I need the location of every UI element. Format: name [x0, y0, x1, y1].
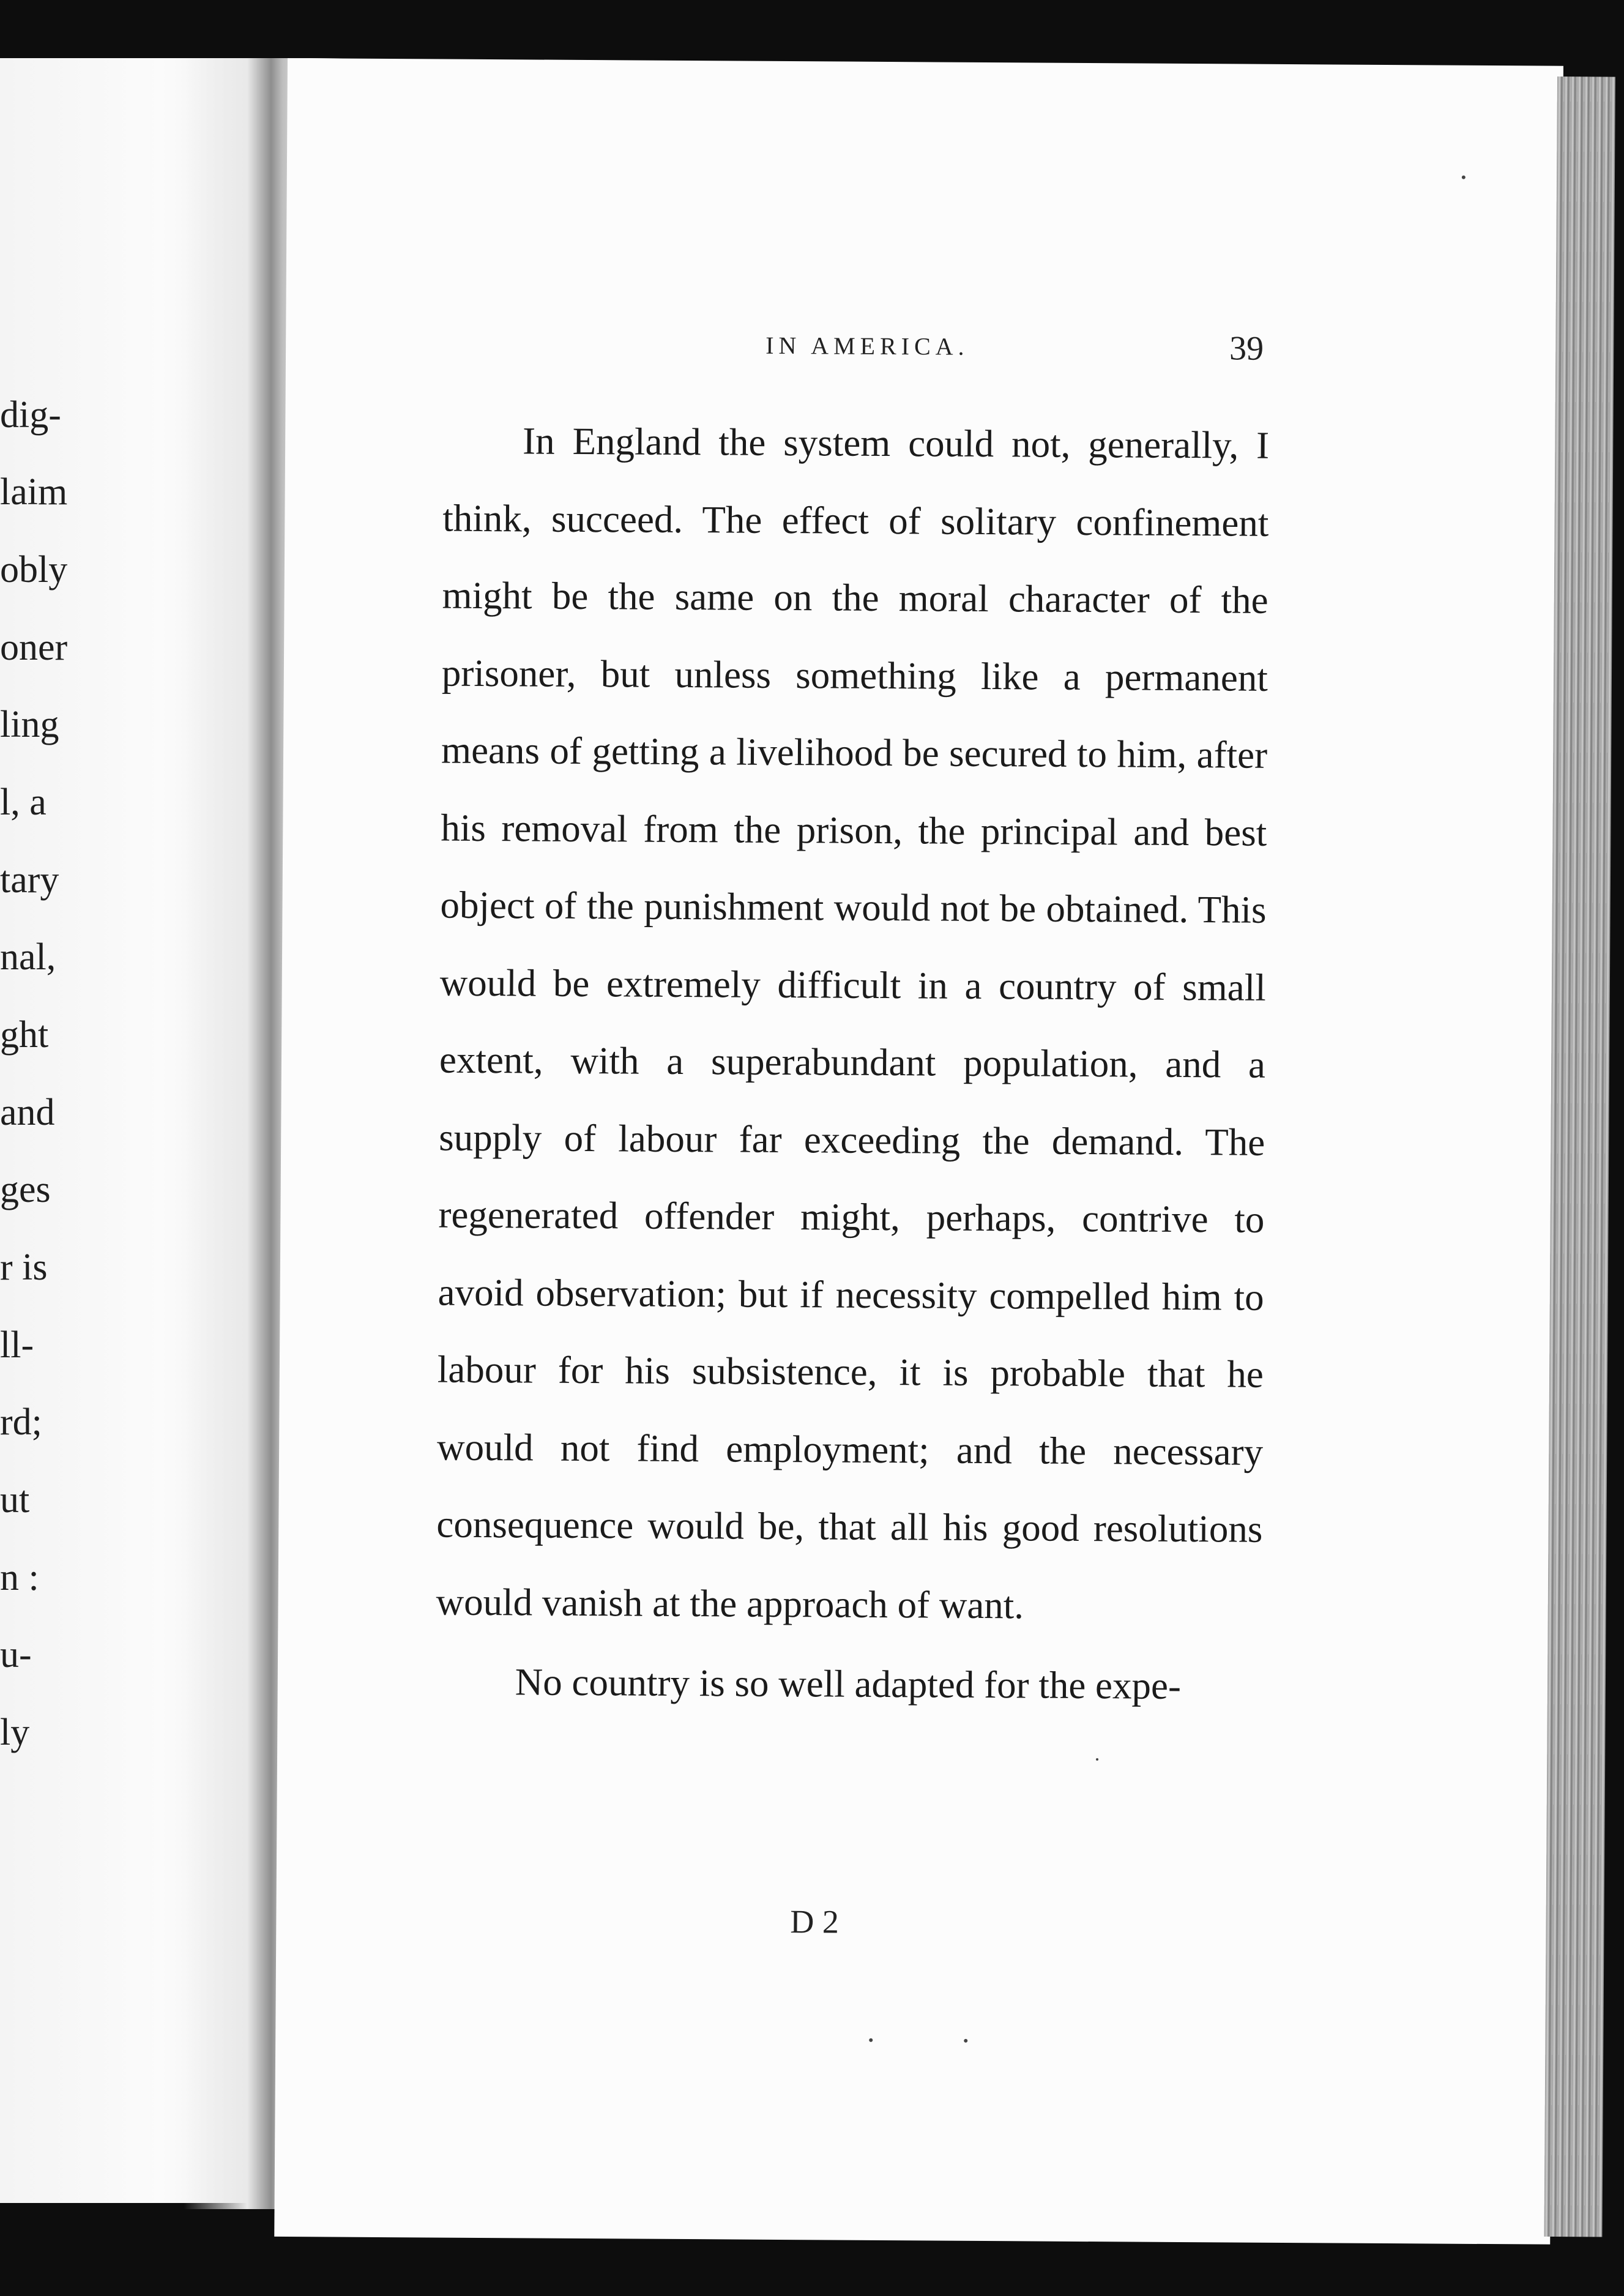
left-line-fragment: nal, [0, 936, 56, 978]
paper-speck [964, 2039, 967, 2043]
left-line-fragment: u- [0, 1634, 32, 1675]
running-title: IN AMERICA. [765, 331, 969, 360]
left-line-fragment: dig- [0, 394, 61, 436]
body-text [435, 402, 1269, 1726]
page-header [286, 318, 1562, 375]
left-line-fragment: ll- [0, 1324, 34, 1366]
left-line-fragment: n : [0, 1557, 39, 1598]
left-line-fragment: laim [0, 471, 68, 513]
left-line-fragment: tary [0, 859, 59, 901]
left-line-fragment: r is [0, 1247, 48, 1288]
left-line-fragment: ut [0, 1479, 30, 1521]
left-line-fragment: ling [0, 704, 59, 745]
paper-speck [1462, 176, 1466, 179]
paper-speck [869, 2038, 873, 2042]
left-line-fragment: ght [0, 1014, 49, 1056]
page-number: 39 [1229, 329, 1264, 368]
right-page [274, 58, 1563, 2245]
paragraph: No country is so well adapted for the expe- [515, 1660, 1182, 1707]
paper-speck [1096, 1758, 1098, 1761]
paragraph: In England the system could not, generally, I think, succeed. The effect of solitary confinement might be the same on the moral character of the prisoner, but unless something like a permanent means of getting a livelihood be secured to him, after his removal from the prison, the principal and best object of the punishment would not be obtained. This would be extremely difficult in a country of small extent, with a superabundant population, and a supply of labour far exceeding the demand. The regenerated offender might, perhaps, contrive to avoid observation; but if necessity compelled him to labour for his subsistence, it is probable that he would not find employment; and the necessary consequence would be, that all his good resolutions would vanish at the approach of want. [436, 419, 1270, 1627]
left-line-fragment: ges [0, 1169, 51, 1210]
left-line-fragment: oner [0, 627, 68, 668]
page-block-edge [1544, 76, 1615, 2237]
left-line-fragment: and [0, 1092, 55, 1133]
signature-mark: D 2 [790, 1903, 840, 1940]
left-line-fragment: l, a [0, 781, 47, 823]
left-line-fragment: obly [0, 549, 68, 591]
left-line-fragment: rd; [0, 1401, 42, 1443]
left-line-fragment: ly [0, 1712, 30, 1753]
